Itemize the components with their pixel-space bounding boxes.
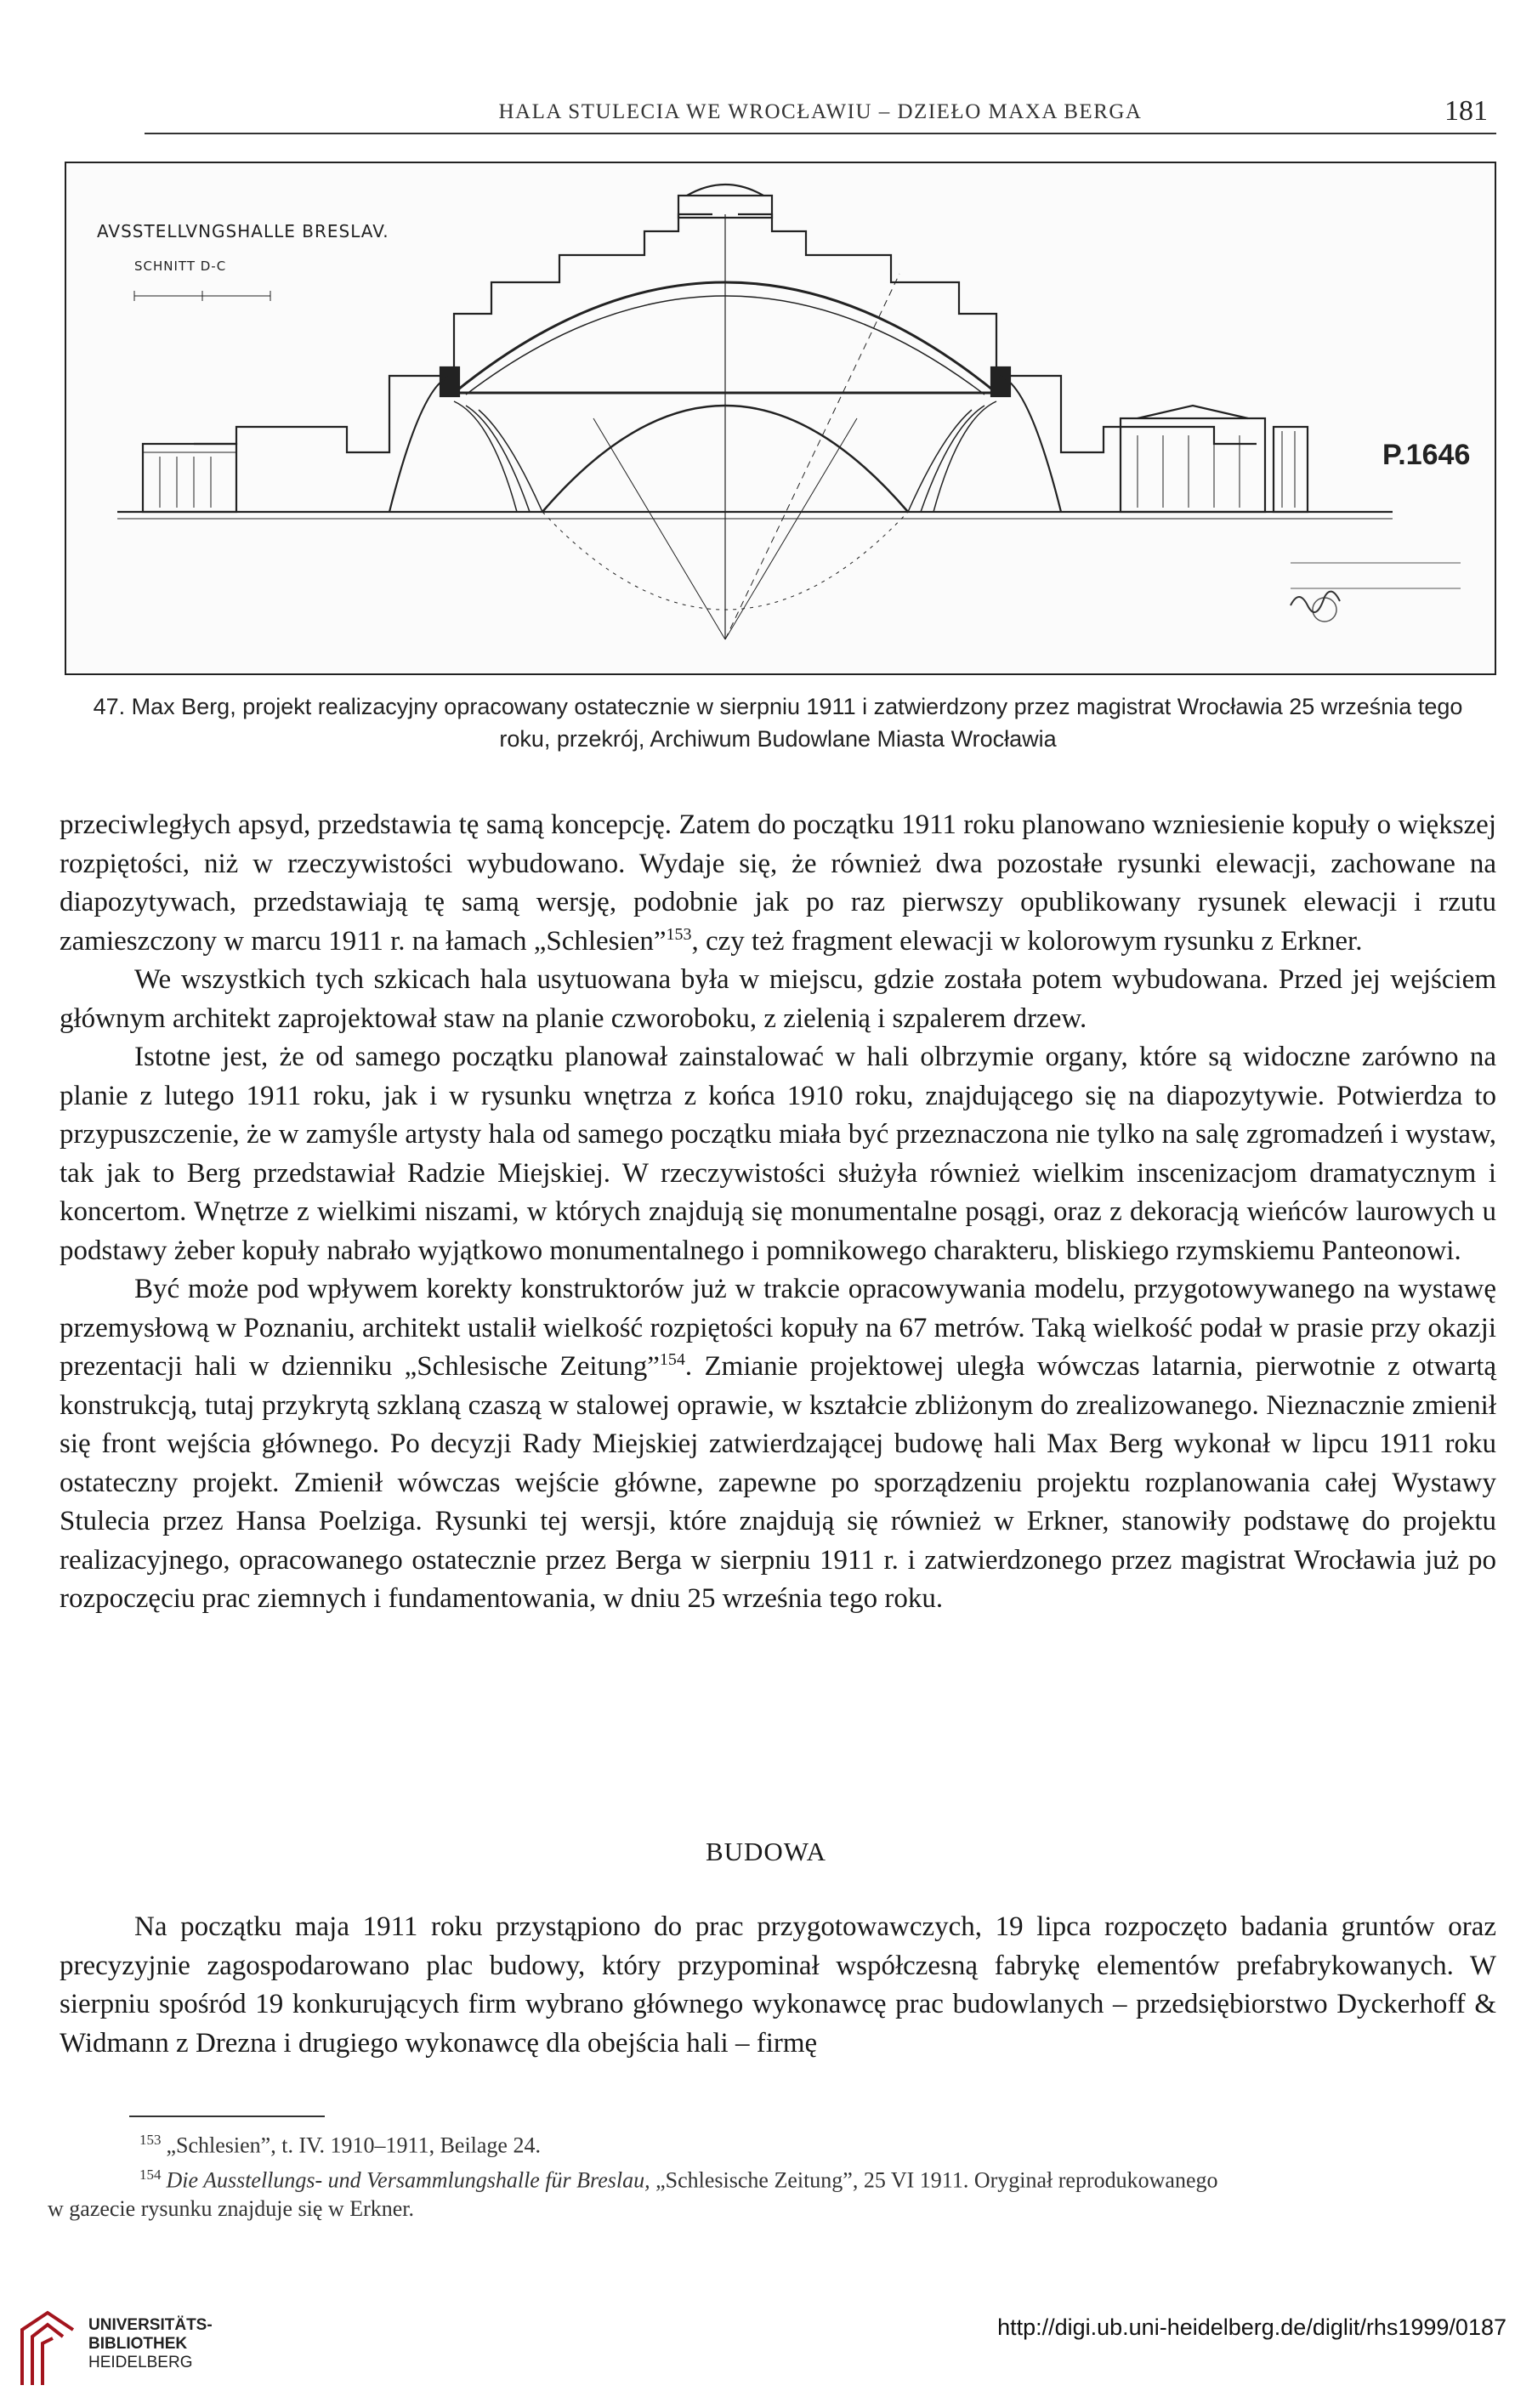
body-text — [60, 806, 1496, 1619]
footnotes — [48, 2126, 1493, 2223]
footnote-ref[interactable]: 154 — [659, 1350, 685, 1369]
paragraph: We wszystkich tych szkicach hala usytuowana była w miejscu, gdzie została potem wybudowana. Przed jej wejściem głównym architekt zaprojektował staw na planie czworoboku, z zielenią i szpalerem drzew. — [60, 964, 1496, 1034]
paragraph: Być może pod wpływem korekty konstruktorów już w trakcie opracowywania modelu, przygotowywanego na wystawę przemysłową w Poznaniu, architekt ustalił wielkość rozpiętości kopuły na 67 metrów. Taką wielkość podał w prasie przy okazji prezentacji hali w dzienniku „Schlesische Zeitung”$^{154}$. Zmianie projektowej uległa wówczas latarnia, pierwotnie z otwartą konstrukcją, tutaj przykrytą szklaną czaszą w stalowej oprawie, w kształcie zbliżonym do zrealizowanego. Nieznacznie zmienił się front wejścia głównego. Po decyzji Rady Miejskiej zatwierdzającej budowę hali Max Berg wykonał w lipcu 1911 roku ostateczny projekt. Zmienił wówczas wejście główne, zapewne po sporządzeniu projektu rozplanowania całej Wystawy Stulecia przez Hansa Poelziga. Rysunki tej wersji, które znajdują się również w Erkner, stanowiły podstawę do projektu realizacyjnego, opracowanego ostatecznie przez Berga w sierpniu 1911 r. i zatwierdzonego przez magistrat Wrocławia już po rozpoczęciu prac ziemnych i fundamentowania, w dniu 25 września tego roku. — [60, 1274, 1497, 1614]
source-url-link[interactable]: http://digi.ub.uni-heidelberg.de/diglit/rhs1999/0187 — [997, 2314, 1506, 2340]
plate-title: AVSSTELLVNGSHALLE BRESLAV. — [97, 221, 389, 241]
section-body — [60, 1908, 1496, 2063]
running-title: HALA STULECIA WE WROCŁAWIU – DZIEŁO MAXA BERGA — [498, 100, 1143, 123]
paragraph: Istotne jest, że od samego początku planował zainstalować w hali olbrzymie organy, które są widoczne zarówno na planie z lutego 1911 roku, jak i w rysunku wnętrza z końca 1910 roku, znajdującego się na diapozytywie. Potwierdza to przypuszczenie, że w zamyśle artysty hala od samego początku miała być przeznaczona nie tylko na salę zgromadzeń i wystaw, tak jak to Berg przedstawiał Radzie Miejskiej. W rzeczywistości służyła również wielkim inscenizacjom dramatycznym i koncertom. Wnętrze z wielkimi niszami, w których znajdują się monumentalne posągi, oraz z dekoracją wieńców laurowych u podstawy żeber kopuły nabrało wyjątkowo monumentalnego i pomnikowego charakteru, bliskiego rzymskiemu Panteonowi. — [60, 1042, 1496, 1266]
library-emblem-icon — [14, 2304, 82, 2389]
footnote-154: $^{154}$ Die Ausstellungs- und Versammlungshalle für Breslau, „Schlesische Zeitung”, 25 VI 1911. Oryginał reprodukowanego — [139, 2166, 1218, 2193]
figure-section-drawing — [65, 162, 1496, 675]
page-number: 181 — [1444, 95, 1488, 127]
library-name: UNIVERSITÄTS- BIBLIOTHEK HEIDELBERG — [88, 2316, 213, 2371]
header-rule — [145, 133, 1496, 134]
paragraph: przeciwległych apsyd, przedstawia tę samą koncepcję. Zatem do początku 1911 roku planowano wzniesienie kopuły o większej rozpiętości, niż w rzeczywistości wybudowano. Wydaje się, że również dwa pozostałe rysunki elewacji, zachowane na diapozytywach, przedstawiają tę samą wersję, podobnie jak po raz pierwszy opublikowany rysunek elewacji i rzutu zamieszczony w marcu 1911 r. na łamach „Schlesien”$^{153}$, czy też fragment elewacji w kolorowym rysunku z Erkner. — [60, 809, 1496, 957]
figure-caption: 47. Max Berg, projekt realizacyjny opracowany ostatecznie w sierpniu 1911 i zatwierdzony przez magistrat Wrocławia 25 września tego roku, przekrój, Archiwum Budowlane Miasta Wrocławia — [93, 694, 1463, 752]
plate-subtitle: SCHNITT D-C — [134, 258, 227, 274]
plate-number: P.1646 — [1382, 439, 1471, 471]
section-heading: BUDOWA — [705, 1837, 827, 1866]
footnote-153: $^{153}$ „Schlesien”, t. IV. 1910–1911, Beilage 24. — [139, 2132, 541, 2158]
footnote-154-continued: w gazecie rysunku znajduje się w Erkner. — [48, 2196, 415, 2222]
footnote-rule — [129, 2116, 325, 2117]
footnote-ref[interactable]: 153 — [666, 924, 692, 944]
paragraph: Na początku maja 1911 roku przystąpiono do prac przygotowawczych, 19 lipca rozpoczęto badania gruntów oraz precyzyjnie zagospodarowano plac budowy, który przypominał współczesną fabrykę elementów prefabrykowanych. W sierpniu spośród 19 konkurujących firm wybrano głównego wykonawcę prac budowlanych – przedsiębiorstwo Dyckerhoff & Widmann z Drezna i drugiego wykonawcę dla obejścia hali – firmę — [60, 1911, 1496, 2059]
library-logo[interactable] — [14, 2304, 235, 2398]
running-head — [145, 95, 1496, 133]
